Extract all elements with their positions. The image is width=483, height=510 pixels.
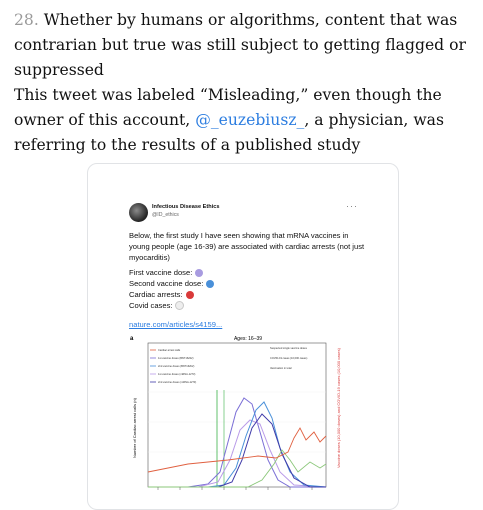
legend-entry: COVID-19 cases (10,000 cases) [270, 357, 308, 360]
tweet-text: Below, the first study I have seen showing that mRNA vaccines in young people (age 16-39) are associated with cardiac arrests (not just myocarditis) [129, 231, 365, 262]
figure-left-legend [158, 348, 196, 384]
paragraph-text-after: , a physician, was referring to the results of a published study [14, 111, 444, 154]
paragraph-number: 28. [14, 11, 39, 29]
series-dose2-b-line [148, 414, 326, 487]
figure-right-legend [270, 346, 308, 370]
article-paragraph-tweet-label [14, 83, 474, 158]
figure-right-axis-label: Vaccine doses (10,000 doses) and COVID-19 cases (10,000 cases) [336, 348, 341, 468]
author-handle-link[interactable]: @_euzebiusz_ [195, 111, 305, 129]
article-paragraph-28 [14, 8, 474, 83]
legend-first-dose [129, 267, 214, 278]
tweet-handle[interactable]: @ID_ethics [152, 212, 179, 218]
figure-panel-label: a [130, 336, 134, 342]
legend-covid-cases [129, 300, 214, 311]
legend-entry: Vaccination in total [270, 367, 292, 370]
red-circle-icon [186, 291, 194, 299]
legend-entry: 1st vaccine doses (BNT162b2) [158, 357, 194, 360]
figure-left-axis-label: Number of Cardiac arrest calls (n) [132, 397, 137, 458]
legend-label: Cardiac arrests: [129, 290, 183, 299]
figure-title: Ages: 16–39 [233, 336, 263, 342]
tweet-figure-image[interactable] [128, 332, 360, 509]
legend-label: Covid cases: [129, 301, 173, 310]
avatar[interactable] [129, 203, 148, 222]
legend-second-dose [129, 278, 214, 289]
legend-entry: 1st vaccine doses (mRNA-1273) [158, 373, 196, 376]
legend-entry: 2nd vaccine doses (BNT162b2) [158, 365, 195, 368]
purple-circle-icon [195, 269, 203, 277]
series-dose1-a-line [148, 398, 326, 487]
legend-label: First vaccine dose: [129, 268, 193, 277]
paragraph-text-before: This tweet was labeled “Misleading,” even though the owner of this account, [14, 86, 442, 129]
tweet-legend [129, 267, 214, 311]
more-options-icon[interactable]: ··· [346, 201, 358, 211]
figure-left-legend-swatches [150, 350, 156, 382]
white-circle-icon [175, 301, 184, 310]
legend-cardiac-arrests [129, 289, 214, 300]
tweet-display-name[interactable]: Infectious Disease Ethics [152, 204, 220, 210]
series-dose2-a-line [148, 402, 326, 487]
figure-gridlines [148, 392, 326, 452]
tweet-article-link[interactable]: nature.com/articles/s4159... [129, 320, 223, 329]
series-dose1-b-line [148, 420, 326, 487]
legend-entry: Suspected single vaccine doses [270, 347, 307, 350]
legend-label: Second vaccine dose: [129, 279, 204, 288]
embedded-tweet-card[interactable] [87, 163, 399, 510]
paragraph-text: Whether by humans or algorithms, content that was contrarian but true was still subject to getting flagged or suppressed [14, 11, 466, 79]
legend-entry: 2nd vaccine doses (mRNA-1273) [158, 381, 197, 384]
blue-circle-icon [206, 280, 214, 288]
legend-entry: Cardiac arrest calls [158, 349, 181, 352]
